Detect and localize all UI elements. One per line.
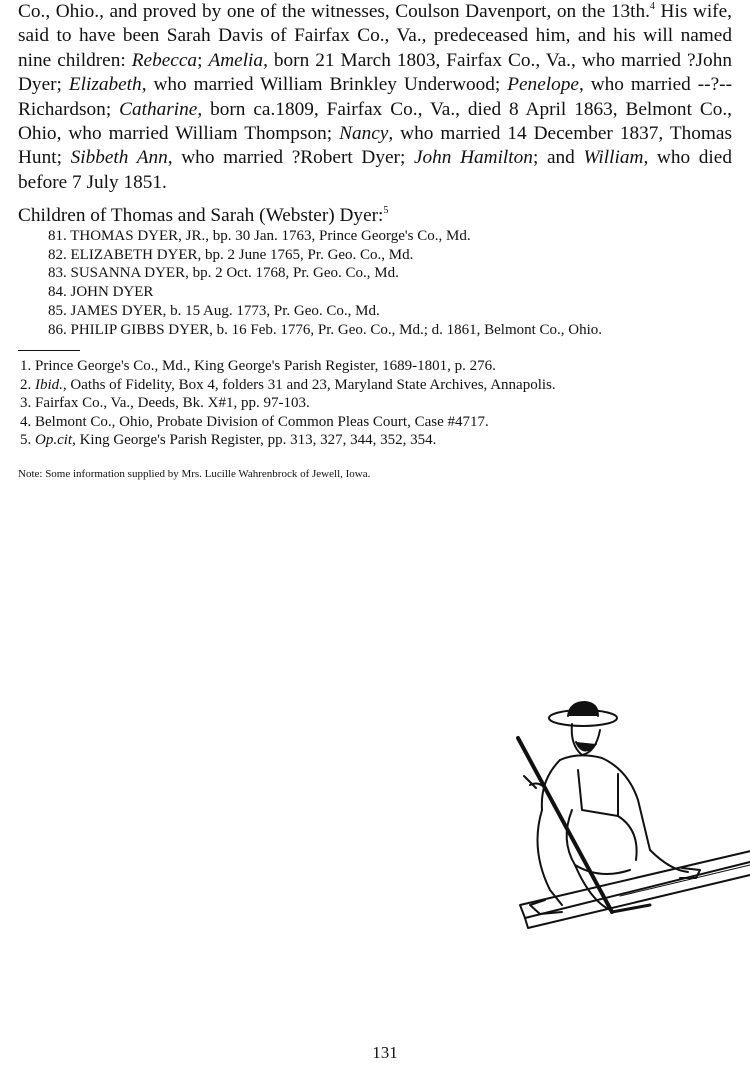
paragraph-line xyxy=(18,146,732,170)
italic-name: William xyxy=(583,147,644,169)
text-segment: His wife, xyxy=(654,1,732,22)
footnote xyxy=(20,431,556,450)
text-segment: Hunt; xyxy=(18,147,71,169)
text-segment: , who married --?-- xyxy=(578,74,732,96)
paragraph-line xyxy=(18,49,732,73)
paragraph-line xyxy=(18,171,732,195)
italic-name: Amelia xyxy=(208,49,264,71)
italic-name: Catharine xyxy=(119,98,198,120)
paragraph-line xyxy=(18,73,732,97)
footnote xyxy=(20,394,556,413)
text-segment: nine children: xyxy=(18,49,132,71)
list-item: 84. JOHN DYER xyxy=(48,284,154,301)
children-heading-text: Children of Thomas and Sarah (Webster) Dyer: xyxy=(18,205,384,226)
footnote-divider xyxy=(18,350,80,351)
text-segment: 5. xyxy=(20,432,35,449)
footnotes-list xyxy=(20,357,556,450)
text-segment: ; xyxy=(197,49,209,71)
text-segment: 2. xyxy=(20,376,35,393)
italic-name: Penelope xyxy=(507,74,579,96)
text-segment: , born ca.1809, Fairfax Co., Va., died 8 April 1863, Belmont Co., xyxy=(197,98,733,120)
text-segment: 1. Prince George's Co., Md., King George's Parish Register, 1689-1801, p. 276. xyxy=(20,358,496,374)
text-segment: Dyer; xyxy=(18,74,69,96)
italic-name: Nancy xyxy=(339,122,389,144)
italic-name: John Hamilton xyxy=(413,147,533,169)
text-segment: said to have been Sarah Davis of Fairfax Co., Va., predeceased him, and his will named xyxy=(18,25,732,47)
text-segment: 4. Belmont Co., Ohio, Probate Division of Common Pleas Court, Case #4717. xyxy=(20,413,489,430)
italic-name: Elizabeth xyxy=(68,74,142,96)
paragraph-line xyxy=(18,122,732,146)
text-segment: , born 21 March 1803, Fairfax Co., Va., who married ?John xyxy=(263,49,732,71)
footnote-ref: 4 xyxy=(649,1,655,12)
italic-name: Sibbeth Ann xyxy=(70,147,168,169)
text-segment: before 7 July 1851. xyxy=(18,171,167,193)
list-item: 81. THOMAS DYER, JR., bp. 30 Jan. 1763, Prince George's Co., Md. xyxy=(48,228,471,244)
footnote xyxy=(20,376,556,395)
text-segment: , who died xyxy=(643,147,732,169)
footnote-ref: 5 xyxy=(383,205,389,216)
paragraph-line xyxy=(18,0,732,24)
text-segment: , Oaths of Fidelity, Box 4, folders 31 and 23, Maryland State Archives, Annapolis. xyxy=(62,376,556,393)
text-segment: Richardson; xyxy=(18,98,120,120)
footnote xyxy=(20,357,556,376)
text-segment: , who married 14 December 1837, Thomas xyxy=(388,122,732,144)
text-segment: , who married ?Robert Dyer; xyxy=(167,147,414,169)
text-segment: 3. Fairfax Co., Va., Deeds, Bk. X#1, pp. 97-103. xyxy=(20,395,310,412)
illustration-man-with-pole xyxy=(500,700,750,950)
italic-name: Rebecca xyxy=(131,49,198,71)
italic-name: Ibid. xyxy=(35,376,63,393)
list-item: 85. JAMES DYER, b. 15 Aug. 1773, Pr. Geo. Co., Md. xyxy=(48,302,380,319)
list-item: 83. SUSANNA DYER, bp. 2 Oct. 1768, Pr. Geo. Co., Md. xyxy=(48,265,399,282)
text-segment: Ohio, who married William Thompson; xyxy=(18,122,340,144)
children-heading xyxy=(18,205,388,227)
italic-name: Op.cit xyxy=(35,432,73,449)
body-paragraph xyxy=(18,0,732,195)
page-number: 131 xyxy=(372,1043,398,1062)
children-list xyxy=(48,227,602,339)
text-segment: Co., Ohio., and proved by one of the witnesses, Coulson Davenport, on the 13th. xyxy=(18,1,650,22)
text-segment: , who married William Brinkley Underwood; xyxy=(141,74,508,96)
text-segment: ; and xyxy=(532,147,584,169)
paragraph-line xyxy=(18,98,732,122)
note-text: Note: Some information supplied by Mrs. Lucille Wahrenbrock of Jewell, Iowa. xyxy=(18,468,371,480)
text-segment: , King George's Parish Register, pp. 313, 327, 344, 352, 354. xyxy=(72,432,437,449)
list-item: 86. PHILIP GIBBS DYER, b. 16 Feb. 1776, Pr. Geo. Co., Md.; d. 1861, Belmont Co., Ohio. xyxy=(48,321,603,338)
list-item: 82. ELIZABETH DYER, bp. 2 June 1765, Pr. Geo. Co., Md. xyxy=(48,246,414,263)
paragraph-line xyxy=(18,24,732,48)
footnote xyxy=(20,413,556,432)
